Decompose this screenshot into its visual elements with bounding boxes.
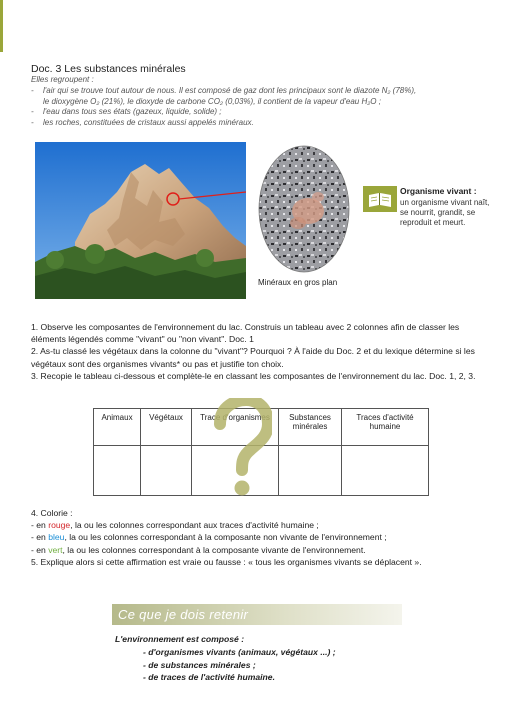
- question-1: 1. Observe les composantes de l'environnement du lac. Construis un tableau avec 2 colonnes afin de classer les éléments légendés comme "vivant" ou "non vivant". Doc. 1: [31, 322, 460, 345]
- color-word-blue: bleu: [48, 532, 65, 543]
- retenir-list: [143, 646, 336, 684]
- retenir-title: Ce que je dois retenir: [118, 607, 249, 622]
- table-cell[interactable]: [94, 446, 141, 496]
- questions-block: [31, 321, 491, 382]
- doc-intro: Elles regroupent :: [31, 75, 94, 84]
- colorie-item-blue: - en bleu, la ou les colonnes correspondant à la composante non vivante de l'environnement ;: [31, 532, 387, 543]
- color-word-green: vert: [48, 544, 63, 555]
- colorie-block: [31, 507, 501, 568]
- colorie-item-green: - en vert, la ou les colonnes correspondant à la composante vivante de l'environnement.: [31, 544, 366, 555]
- page-corner-accent: [0, 0, 3, 52]
- header-trace-organismes: Trace d'organismes: [192, 409, 279, 446]
- header-substances-minerales: Substances minérales: [279, 409, 342, 446]
- bullet-water: - l'eau dans tous ses états (gazeux, liquide, solide) ;: [31, 107, 222, 116]
- bullet-air: - l'air qui se trouve tout autour de nous. Il est composé de gaz dont les principaux sont le diazote N₂ (78%),: [31, 86, 417, 95]
- retenir-intro: L'environnement est composé :: [115, 634, 245, 644]
- bullet-air-continued: le dioxygène O₂ (21%), le dioxyde de carbone CO₂ (0,03%), il contient de la vapeur d'eau H₂O ;: [43, 96, 381, 106]
- header-vegetaux: Végétaux: [141, 409, 192, 446]
- bullet-rocks: - les roches, constituées de cristaux aussi appelés minéraux.: [31, 117, 254, 127]
- book-icon: [363, 186, 397, 212]
- rock-landscape-photo: [35, 142, 246, 299]
- question-2: 2. As-tu classé les végétaux dans la colonne du "vivant"? Pourquoi ? À l'aide du Doc. 2 et du lexique détermine si les végétaux sont des organismes vivants* ou pas et justifie ton choix.: [31, 346, 475, 369]
- definition-text: un organisme vivant naît, se nourrit, grandit, se reproduit et meurt.: [400, 198, 490, 227]
- table-cell[interactable]: [141, 446, 192, 496]
- question-mark-icon: [212, 398, 272, 500]
- doc-title: Doc. 3 Les substances minérales: [31, 63, 186, 75]
- retenir-item: - de substances minérales ;: [143, 659, 256, 670]
- mineral-caption: Minéraux en gros plan: [258, 278, 338, 287]
- mineral-closeup-image: [258, 145, 350, 273]
- color-word-red: rouge: [48, 520, 71, 531]
- question-5: 5. Explique alors si cette affirmation est vraie ou fausse : « tous les organismes vivants se déplacent ».: [31, 556, 422, 567]
- question-3: 3. Recopie le tableau ci-dessous et complète-le en classant les composantes de l'environnement du lac. Doc. 1, 2, 3.: [31, 370, 476, 381]
- retenir-item: - de traces de l'activité humaine.: [143, 672, 275, 683]
- colorie-item-red: - en rouge, la ou les colonnes correspondant aux traces d'activité humaine ;: [31, 520, 319, 531]
- table-cell[interactable]: [342, 446, 429, 496]
- colorie-title: 4. Colorie :: [31, 508, 73, 518]
- doc-bullet-list: [31, 86, 501, 128]
- header-animaux: Animaux: [94, 409, 141, 446]
- table-cell[interactable]: [279, 446, 342, 496]
- definition-title: Organisme vivant :: [400, 186, 477, 196]
- header-traces-activite-humaine: Traces d'activité humaine: [342, 409, 429, 446]
- retenir-item: - d'organismes vivants (animaux, végétaux ...) ;: [143, 647, 336, 657]
